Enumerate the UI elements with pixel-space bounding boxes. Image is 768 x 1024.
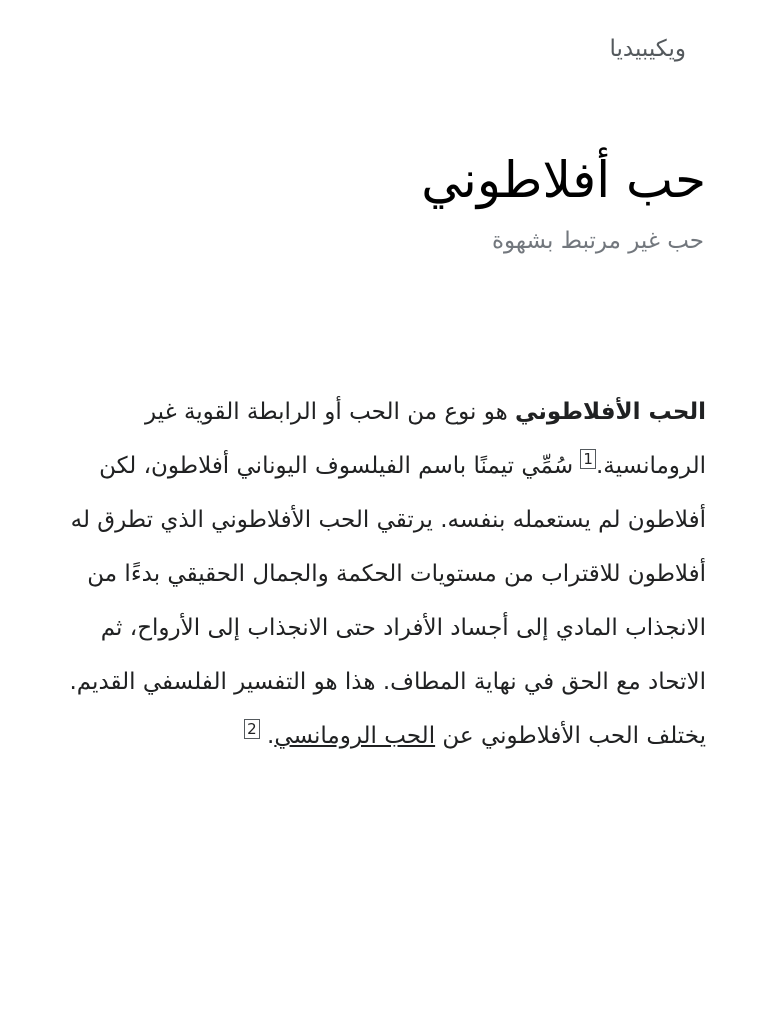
- paragraph-text: سُمِّي تيمنًا باسم الفيلسوف اليوناني أفلاطون، لكن أفلاطون لم يستعمله بنفسه. يرتقي الحب الأفلاطوني الذي تطرق له أفلاطون للاقتراب من مستويات الحكمة والجمال الحقيقي بدءًا من الانجذاب المادي إلى أجساد الأفراد حتى الانجذاب إلى الأرواح، ثم الاتحاد مع الحق في نهاية المطاف. هذا هو التفسير الفلسفي القديم. يختلف الحب الأفلاطوني عن: [69, 453, 706, 749]
- page-title: حب أفلاطوني: [421, 151, 706, 209]
- article-lead-paragraph: [66, 385, 706, 763]
- reference-link-2[interactable]: 2: [244, 719, 260, 739]
- reference-link-1[interactable]: 1: [580, 449, 596, 469]
- bold-term: الحب الأفلاطوني: [515, 399, 706, 425]
- paragraph-text: هو نوع من الحب أو الرابطة القوية غير الرومانسية.: [144, 399, 706, 479]
- page-subtitle: حب غير مرتبط بشهوة: [491, 228, 704, 254]
- wikipedia-logo-link[interactable]: ويكيبيديا: [609, 36, 686, 62]
- romantic-love-link[interactable]: الحب الرومانسي: [274, 723, 436, 749]
- paragraph-text: .: [259, 723, 275, 749]
